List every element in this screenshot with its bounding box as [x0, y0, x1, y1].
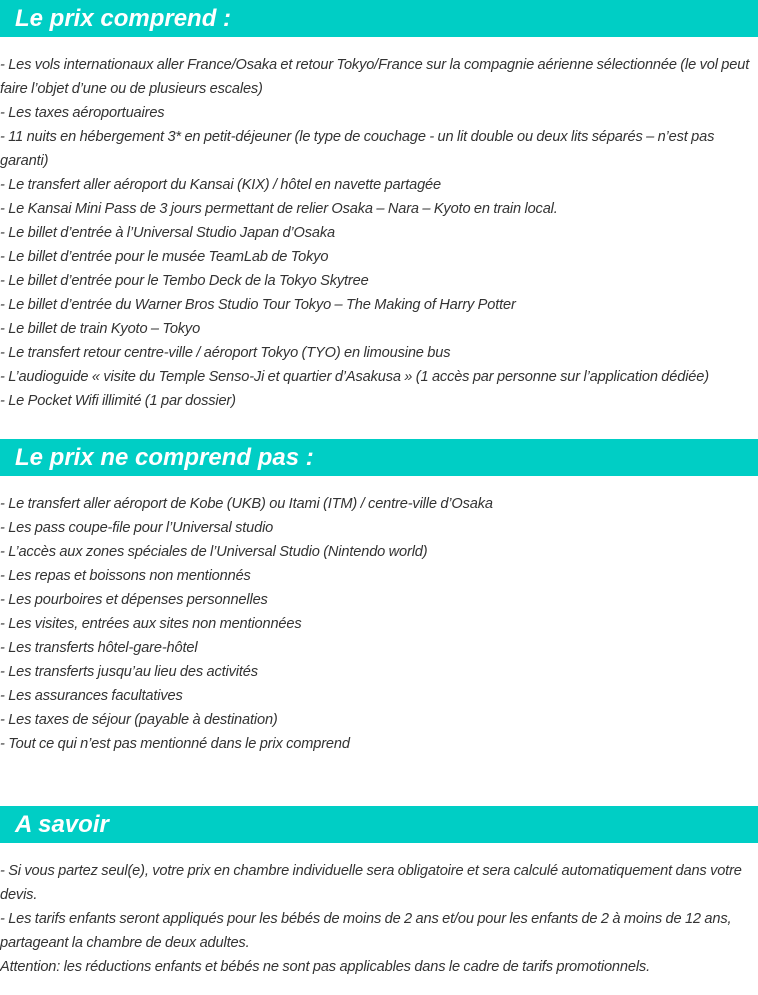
list-item: - Le billet d’entrée pour le Tembo Deck de la Tokyo Skytree: [0, 273, 369, 289]
list-item: - 11 nuits en hébergement 3* en petit-déjeuner (le type de couchage - un lit double ou deux lits séparés – n’est pas garanti): [0, 129, 715, 169]
list-item: Attention: les réductions enfants et bébés ne sont pas applicables dans le cadre de tarifs promotionnels.: [0, 959, 650, 975]
list-item: - Les assurances facultatives: [0, 688, 183, 704]
list-item: - Les visites, entrées aux sites non mentionnées: [0, 616, 302, 632]
list-item: - Le billet d’entrée pour le musée TeamLab de Tokyo: [0, 249, 329, 265]
list-item: - Le billet d’entrée à l’Universal Studio Japan d’Osaka: [0, 225, 335, 241]
section-header-good-to-know: A savoir: [0, 806, 758, 843]
list-item: - L’audioguide « visite du Temple Senso-Ji et quartier d’Asakusa » (1 accès par personne sur l’application dédiée): [0, 369, 709, 385]
list-item: - Les tarifs enfants seront appliqués pour les bébés de moins de 2 ans et/ou pour les enfants de 2 à moins de 12 ans, partageant la chambre de deux adultes.: [0, 911, 732, 951]
list-item: - L’accès aux zones spéciales de l’Universal Studio (Nintendo world): [0, 544, 428, 560]
list-item: - Les vols internationaux aller France/Osaka et retour Tokyo/France sur la compagnie aérienne sélectionnée (le vol peut faire l’objet d’une ou de plusieurs escales): [0, 57, 750, 97]
list-item: - Le Pocket Wifi illimité (1 par dossier): [0, 393, 236, 409]
list-item: - Les transferts hôtel-gare-hôtel: [0, 640, 198, 656]
list-item: - Les transferts jusqu’au lieu des activités: [0, 664, 258, 680]
good-to-know-list: [0, 859, 758, 979]
list-item: - Si vous partez seul(e), votre prix en chambre individuelle sera obligatoire et sera calculé automatiquement dans votre devis.: [0, 863, 742, 903]
includes-list: [0, 53, 758, 413]
list-item: - Les taxes de séjour (payable à destination): [0, 712, 278, 728]
list-item: - Les taxes aéroportuaires: [0, 105, 165, 121]
list-item: - Le transfert aller aéroport de Kobe (UKB) ou Itami (ITM) / centre-ville d’Osaka: [0, 496, 493, 512]
excludes-list: [0, 492, 758, 756]
section-header-includes: Le prix comprend :: [0, 0, 758, 37]
list-item: - Tout ce qui n’est pas mentionné dans le prix comprend: [0, 736, 350, 752]
list-item: - Les pourboires et dépenses personnelles: [0, 592, 268, 608]
list-item: - Le transfert retour centre-ville / aéroport Tokyo (TYO) en limousine bus: [0, 345, 451, 361]
list-item: - Les repas et boissons non mentionnés: [0, 568, 251, 584]
list-item: - Le Kansai Mini Pass de 3 jours permettant de relier Osaka – Nara – Kyoto en train local.: [0, 201, 558, 217]
list-item: - Les pass coupe-file pour l’Universal studio: [0, 520, 274, 536]
list-item: - Le billet de train Kyoto – Tokyo: [0, 321, 201, 337]
list-item: - Le transfert aller aéroport du Kansai (KIX) / hôtel en navette partagée: [0, 177, 441, 193]
section-header-excludes: Le prix ne comprend pas :: [0, 439, 758, 476]
list-item: - Le billet d’entrée du Warner Bros Studio Tour Tokyo – The Making of Harry Potter: [0, 297, 516, 313]
